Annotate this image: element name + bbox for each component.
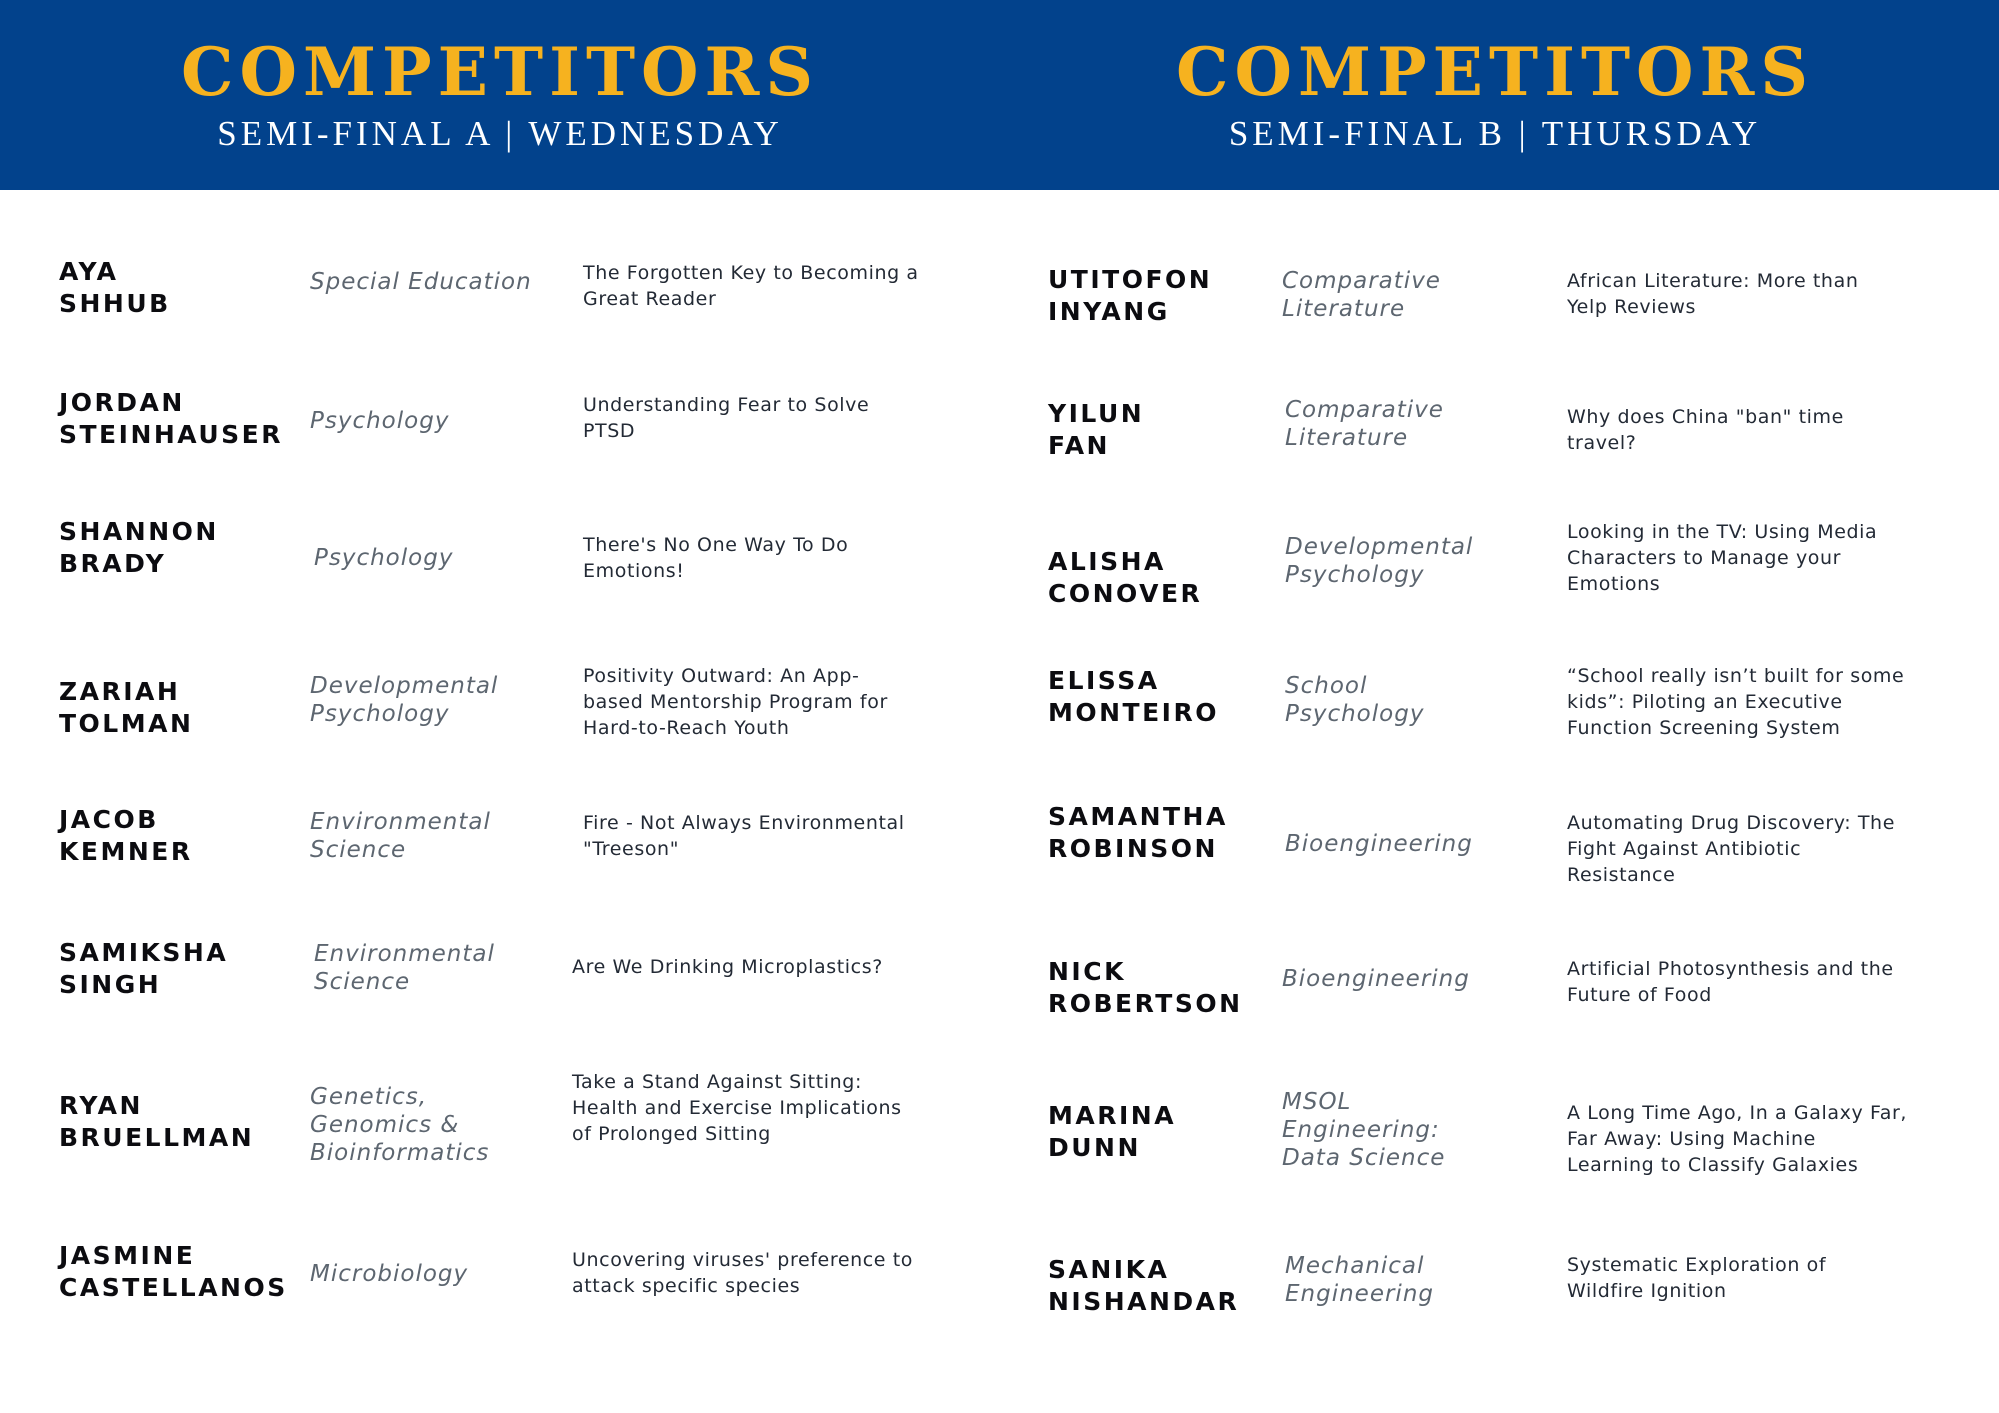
competitor-talk: Automating Drug Discovery: The Fight Against Antibiotic Resistance [1567,812,1895,886]
competitor-talk: Why does China "ban" time travel? [1567,406,1844,454]
header-semifinal-b [1115,30,1875,154]
competitor-talk: Take a Stand Against Sitting: Health and Exercise Implications of Prolonged Sitting [572,1071,902,1145]
competitor-talk: Systematic Exploration of Wildfire Ignition [1567,1254,1827,1302]
competitor-field: Developmental Psychology [1285,534,1474,588]
header-subtitle-b: SEMI-FINAL B | THURSDAY [1228,114,1762,153]
competitor-name: ALISHA CONOVER [1048,547,1203,608]
competitor-field: Microbiology [310,1261,469,1287]
competitor-field: Environmental Science [314,941,495,995]
header-title-b: COMPETITORS [1175,33,1815,111]
competitor-field: Bioengineering [1282,966,1470,992]
competitor-name: ELISSA MONTEIRO [1048,666,1219,727]
competitor-field: Psychology [310,408,450,434]
header-semifinal-a [120,30,880,154]
competitor-name: JACOB KEMNER [59,805,193,866]
competitor-name: UTITOFON INYANG [1048,265,1213,326]
header-banner [0,0,1999,190]
header-title-a: COMPETITORS [180,33,820,111]
competitor-name: JASMINE CASTELLANOS [59,1241,288,1302]
competitor-field: Mechanical Engineering [1285,1253,1434,1307]
competitor-talk: Positivity Outward: An App- based Mentorship Program for Hard-to-Reach Youth [583,665,888,739]
competitor-field: Comparative Literature [1285,397,1444,451]
competitor-field: Bioengineering [1285,831,1473,857]
competitor-name: RYAN BRUELLMAN [59,1091,255,1152]
competitor-name: SAMIKSHA SINGH [59,938,229,999]
competitor-name: SAMANTHA ROBINSON [1048,802,1228,863]
competitor-field: Psychology [314,545,454,571]
competitor-talk: There's No One Way To Do Emotions! [583,534,849,582]
competitor-name: YILUN FAN [1048,399,1145,460]
competitor-field: School Psychology [1285,673,1425,727]
competitor-talk: African Literature: More than Yelp Reviews [1567,270,1859,318]
competitor-talk: “School really isn’t built for some kids”: Piloting an Executive Function Screening System [1567,665,1905,739]
competitor-field: MSOL Engineering: Data Science [1282,1089,1446,1171]
competitor-field: Special Education [310,269,532,295]
competitor-talk: Understanding Fear to Solve PTSD [583,394,870,442]
competitor-name: AYA SHHUB [59,257,171,318]
competitor-talk: Looking in the TV: Using Media Characters to Manage your Emotions [1567,521,1878,595]
competitor-field: Genetics, Genomics & Bioinformatics [310,1084,490,1166]
competitor-talk: Are We Drinking Microplastics? [572,956,883,978]
competitor-name: ZARIAH TOLMAN [59,677,194,738]
competitor-name: NICK ROBERTSON [1048,957,1243,1018]
header-subtitle-a: SEMI-FINAL A | WEDNESDAY [217,114,783,153]
competitor-name: SANIKA NISHANDAR [1048,1255,1240,1316]
competitor-name: JORDAN STEINHAUSER [59,388,283,449]
competitor-talk: A Long Time Ago, In a Galaxy Far, Far Away: Using Machine Learning to Classify Galaxies [1567,1102,1908,1176]
competitor-name: SHANNON BRADY [59,517,219,578]
competitor-name: MARINA DUNN [1048,1101,1177,1162]
competitor-field: Comparative Literature [1282,268,1441,322]
competitor-field: Developmental Psychology [310,673,499,727]
competitor-talk: Uncovering viruses' preference to attack specific species [572,1249,914,1297]
competitor-talk: Fire - Not Always Environmental "Treeson" [583,812,905,860]
competitor-field: Environmental Science [310,809,491,863]
competitor-talk: Artificial Photosynthesis and the Future of Food [1567,958,1894,1006]
competitor-talk: The Forgotten Key to Becoming a Great Reader [583,262,919,310]
